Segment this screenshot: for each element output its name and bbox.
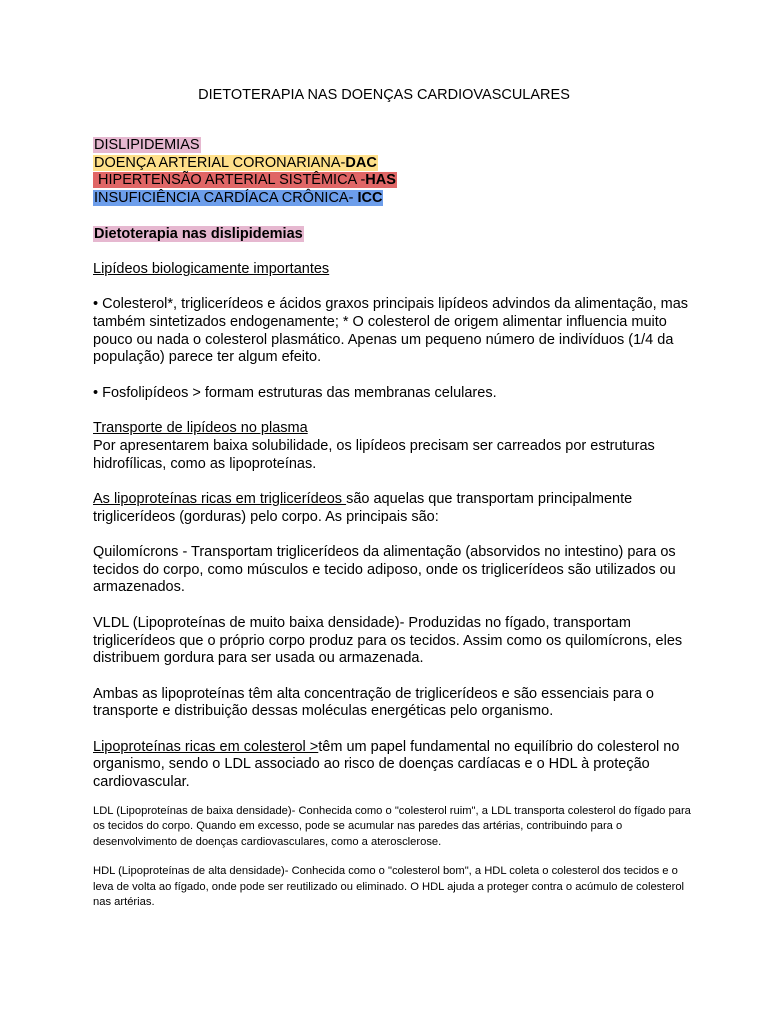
topic-dac-highlight: [93, 155, 378, 171]
spacer: [93, 792, 693, 804]
paragraph-transport: Por apresentarem baixa solubilidade, os lipídeos precisam ser carreados por estruturas hidrofílicas, como as lipoproteínas.: [93, 437, 655, 472]
topic-has-highlight: [93, 172, 397, 188]
document-body: [93, 137, 693, 911]
spacer: [93, 473, 693, 491]
colesterol-underlined: Lipoproteínas ricas em colesterol >: [93, 738, 319, 755]
topic-has: [93, 172, 693, 190]
topic-dac: [93, 155, 693, 173]
spacer: [93, 367, 693, 385]
spacer: [93, 208, 693, 226]
topic-has-text: HIPERTENSÃO ARTERIAL SISTÊMICA -: [94, 172, 366, 189]
section-heading: [93, 226, 693, 244]
topic-dac-text: DOENÇA ARTERIAL CORONARIANA-: [94, 154, 346, 171]
paragraph-triglicerides: [93, 491, 693, 526]
spacer: [93, 279, 693, 297]
topic-icc-text: INSUFICIÊNCIA CARDÍACA CRÔNICA-: [94, 190, 358, 207]
topic-dislipidemias-text: DISLIPIDEMIAS: [94, 137, 200, 153]
subheading-lipids-text: Lipídeos biologicamente importantes: [93, 260, 330, 277]
colesterol-rest: têm um papel fundamental no equilíbrio do colesterol no organismo, sendo o LDL associado ao risco de doenças cardíacas e o HDL à proteção cardiovascular.: [93, 738, 680, 791]
paragraph-fosfolipideos: • Fosfolipídeos > formam estruturas das membranas celulares.: [93, 384, 497, 401]
spacer: [93, 721, 693, 739]
document-title: DIETOTERAPIA NAS DOENÇAS CARDIOVASCULARES: [198, 87, 570, 103]
subheading-lipids: [93, 261, 693, 279]
triglicerides-underlined: As lipoproteínas ricas em triglicerídeos: [93, 490, 347, 507]
spacer: [93, 850, 693, 864]
topic-dislipidemias: [93, 137, 693, 155]
topic-has-abbr: HAS: [365, 172, 396, 189]
section-heading-text: Dietoterapia nas dislipidemias: [94, 225, 303, 242]
topic-icc: [93, 190, 693, 208]
paragraph-hdl: HDL (Lipoproteínas de alta densidade)- Conhecida como o "colesterol bom", a HDL coleta o colesterol dos tecidos e o leva de volta ao fígado, onde pode ser reutilizado ou eliminado. O HDL ajuda a proteger contra o acúmulo de colesterol nas artérias.: [93, 865, 685, 909]
topic-icc-highlight: [93, 190, 383, 206]
paragraph-colesterol: • Colesterol*, triglicerídeos e ácidos graxos principais lipídeos advindos da alimentação, mas também sintetizados endogenamente; * O colesterol de origem alimentar influencia muito pouco ou nada o colesterol plasmático. Apenas um pequeno número de indivíduos (1/4 da população) parece ter algum efeito.: [93, 296, 689, 366]
paragraph-vldl: VLDL (Lipoproteínas de muito baixa densidade)- Produzidas no fígado, transportam triglicerídeos que o próprio corpo produz para os tecidos. Assim como os quilomícrons, eles distribuem gordura para ser usada ou armazenada.: [93, 614, 683, 667]
paragraph-quilomicrons: Quilomícrons - Transportam triglicerídeos da alimentação (absorvidos no intestino) para os tecidos do corpo, como músculos e tecido adiposo, onde os triglicerídeos são utilizados ou armazenados.: [93, 544, 676, 596]
paragraph-ambas: Ambas as lipoproteínas têm alta concentração de triglicerídeos e são essenciais para o transporte e distribuição dessas moléculas energéticas pelo organismo.: [93, 685, 654, 720]
subheading-transport-text: Transporte de lipídeos no plasma: [93, 420, 308, 437]
paragraph-colesterol-lipoproteins: [93, 739, 693, 792]
spacer: [93, 597, 693, 615]
spacer: [93, 243, 693, 261]
spacer: [93, 668, 693, 686]
spacer: [93, 526, 693, 544]
triglicerides-rest: são aquelas que transportam principalmente triglicerídeos (gorduras) pelo corpo. As principais são:: [93, 490, 633, 525]
paragraph-ldl: LDL (Lipoproteínas de baixa densidade)- Conhecida como o "colesterol ruim", a LDL transporta colesterol do fígado para os tecidos do corpo. Quando em excesso, pode se acumular nas paredes das artérias, contribuindo para o desenvolvimento de doenças cardiovasculares, como a aterosclerose.: [93, 804, 691, 848]
spacer: [93, 402, 693, 420]
subheading-transport: [93, 420, 693, 438]
topic-list: [93, 137, 693, 208]
topic-dac-abbr: DAC: [345, 154, 377, 171]
topic-icc-abbr: ICC: [357, 190, 383, 207]
